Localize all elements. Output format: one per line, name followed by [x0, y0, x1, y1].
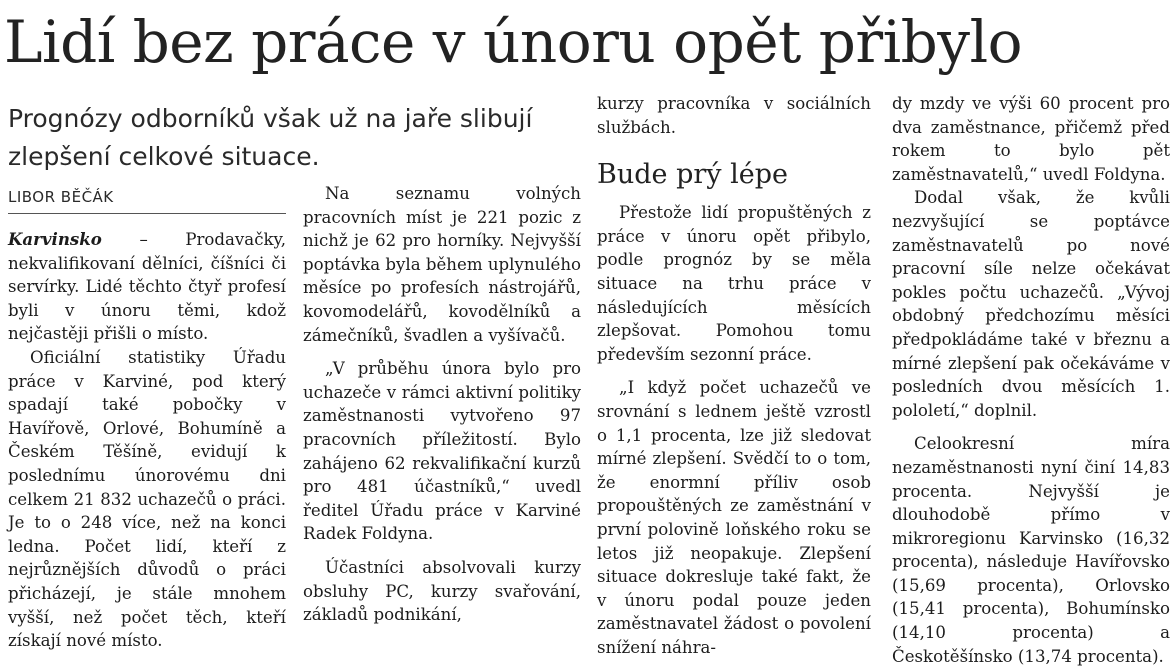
article-column-4 [892, 92, 1170, 668]
paragraph: Účastníci absolvovali kurzy obsluhy PC, kurzy svařování, základů podnikání, [303, 557, 581, 625]
paragraph: „I když počet uchazečů ve srovnání s lednem ještě vzrostl o 1,1 procenta, lze již sledovat mírné zlepšení. Svědčí to o tom, že enormní příliv osob propouštěných ze zaměstnání v první polovině loňského roku se letos již neopakuje. Zlepšení situace dokresluje také fakt, že v únoru podal pouze jeden zaměstnavatel žádost o povolení snížení náhra- [597, 378, 871, 657]
dateline-place: Karvinsko [8, 229, 102, 249]
paragraph: „V průběhu února bylo pro uchazeče v rámci aktivní politiky zaměstnanosti vytvořeno 97 pracovních příležitostí. Bylo zahájeno 62 rekvalifikační kurzů pro 481 účastníků,“ uvedl ředitel Úřadu práce v Karviné Radek Foldyna. [303, 359, 581, 544]
author-byline: LIBOR BĚČÁK [8, 188, 114, 206]
paragraph [8, 228, 286, 346]
byline-divider [8, 213, 286, 214]
paragraph: Na seznamu volných pracovních míst je 221 pozic z nichž je 62 pro horníky. Nejvyšší poptávka byla během uplynulého měsíce po profesích nástrojářů, kovomodelářů, kovodělníků a zámečníků, švadlen a vyšívačů. [303, 184, 581, 345]
article-column-2 [303, 182, 581, 627]
article-column-1 [8, 228, 286, 653]
paragraph: kurzy pracovníka v sociálních službách. [597, 94, 871, 137]
article-column-3 [597, 92, 871, 659]
paragraph: Celookresní míra nezaměstnanosti nyní činí 14,83 procenta. Nejvyšší je dlouhodobě přímo v mikroregionu Karvinsko (16,32 procenta), následuje Havířovsko (15,69 procenta), Orlovsko (15,41 procenta), Bohumínsko (14,10 procenta) a Českotěšínsko (13,74 procenta). [892, 434, 1170, 666]
section-subheading: Bude prý lépe [597, 159, 788, 191]
paragraph: Oficiální statistiky Úřadu práce v Karviné, pod který spadají také pobočky v Havířově, Orlové, Bohumíně a Českém Těšíně, evidují k poslednímu únorovému dni celkem 21 832 uchazečů o práci. Je to o 248 více, než na konci ledna. Počet lidí, kteří z nejrůznějších důvodů o práci přicházejí, je stále mnohem vyšší, než počet těch, kteří získají nové místo. [8, 347, 286, 651]
paragraph: dy mzdy ve výši 60 procent pro dva zaměstnance, přičemž před rokem to bylo pět zaměstnavatelů,“ uvedl Foldyna. [892, 94, 1170, 184]
paragraph: Přestože lidí propuštěných z práce v únoru opět přibylo, podle prognóz by se měla situace na trhu práce v následujících měsících zlepšovat. Pomohou tomu především sezonní práce. [597, 203, 871, 364]
article-headline: Lidí bez práce v únoru opět přibylo [4, 8, 1023, 76]
paragraph-text: – Prodavačky, nekvalifikovaní dělníci, číšníci či servírky. Lidé těchto čtyř profesí byli v únoru těmi, kdož nejčastěji přišli o místo. [8, 230, 286, 344]
paragraph: Dodal však, že kvůli nezvyšující se poptávce zaměstnavatelů po nové pracovní síle nelze očekávat pokles počtu uchazečů. „Vývoj obdobný předchozímu měsíci předpokládáme také v březnu a mírné zlepšení pak očekáváme v posledních dvou měsících 1. pololetí,“ doplnil. [892, 188, 1170, 420]
article-lead: Prognózy odborníků však už na jaře slibují zlepšení celkové situace. [8, 104, 533, 171]
